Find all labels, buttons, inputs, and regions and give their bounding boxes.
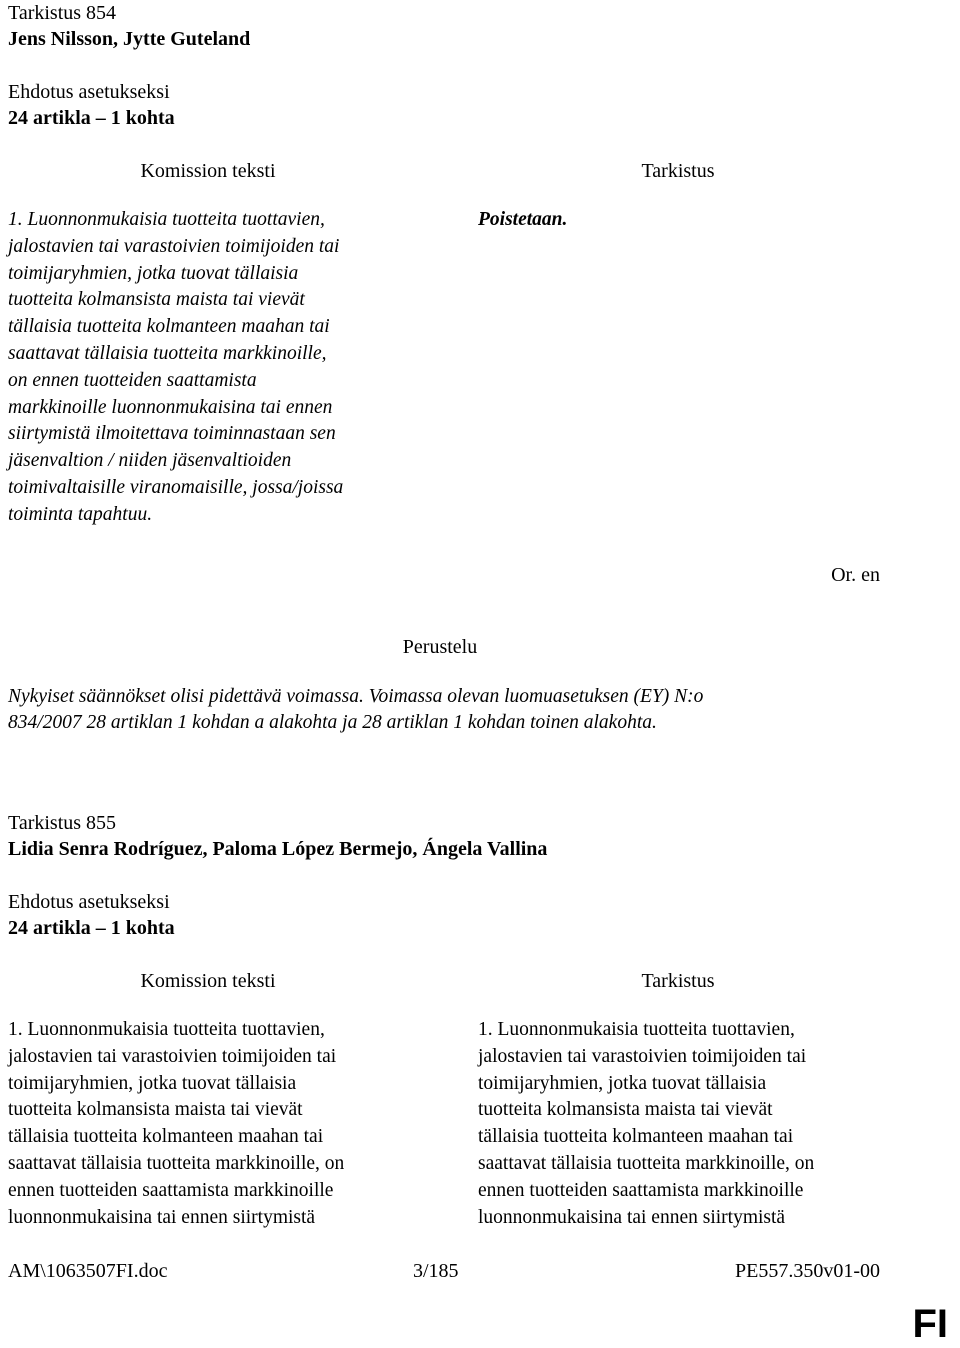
justification-sentence-2: Voimassa olevan luomuasetuksen (EY) N:o — [363, 686, 704, 707]
text-line: tällaisia tuotteita kolmanteen maahan tai — [8, 316, 330, 338]
amendment-authors: Jens Nilsson, Jytte Guteland — [8, 28, 251, 50]
text-line: tuotteita kolmansista maista tai vievät — [8, 289, 305, 311]
commission-text-column — [8, 1017, 344, 1231]
text-line: saattavat tällaisia tuotteita markkinoille, on — [478, 1152, 815, 1174]
amendment-number: Tarkistus 854 — [8, 2, 117, 24]
proposal-title: Ehdotus asetukseksi — [8, 891, 170, 913]
footer-document-name: AM\1063507FI.doc — [8, 1260, 168, 1282]
article-reference: 24 artikla – 1 kohta — [8, 107, 175, 129]
text-line: toimijaryhmien, jotka tuovat tällaisia — [478, 1072, 767, 1094]
text-line: tällaisia tuotteita kolmanteen maahan tai — [8, 1126, 324, 1148]
text-line: jäsenvaltion / niiden jäsenvaltioiden — [8, 450, 292, 472]
text-line: 1. Luonnonmukaisia tuotteita tuottavien, — [8, 209, 325, 230]
justification-sentence-1: Nykyiset säännökset olisi pidettävä voimassa. — [8, 686, 364, 707]
amendment-text-deleted: Poistetaan. — [478, 209, 568, 230]
original-language: Or. en — [831, 564, 880, 586]
justification-line-1 — [8, 684, 703, 711]
text-line: on ennen tuotteiden saattamista — [8, 369, 257, 391]
text-line: markkinoille luonnonmukaisina tai ennen — [8, 396, 333, 418]
column-header-amendment: Tarkistus — [641, 160, 715, 182]
footer-reference: PE557.350v01-00 — [735, 1260, 880, 1282]
column-header-commission-text: Komission teksti — [140, 970, 276, 992]
text-line: saattavat tällaisia tuotteita markkinoille, on — [8, 1152, 345, 1174]
text-line: jalostavien tai varastoivien toimijoiden tai — [478, 1045, 807, 1067]
text-line: siirtymistä ilmoitettava toiminnastaan sen — [8, 423, 336, 445]
text-line: toimivaltaisille viranomaisille, jossa/joissa — [8, 476, 344, 498]
amendment-authors: Lidia Senra Rodríguez, Paloma López Bermejo, Ángela Vallina — [8, 838, 548, 860]
amendment-text-column — [478, 1017, 814, 1231]
text-line: ennen tuotteiden saattamista markkinoille — [8, 1179, 334, 1201]
text-line: tuotteita kolmansista maista tai vievät — [478, 1099, 773, 1121]
proposal-title: Ehdotus asetukseksi — [8, 81, 170, 103]
column-header-commission-text: Komission teksti — [140, 160, 276, 182]
amendment-number: Tarkistus 855 — [8, 812, 117, 834]
text-line: 1. Luonnonmukaisia tuotteita tuottavien, — [8, 1019, 325, 1040]
text-line: ennen tuotteiden saattamista markkinoille — [478, 1179, 804, 1201]
commission-text-column — [8, 207, 343, 529]
text-line: tällaisia tuotteita kolmanteen maahan tai — [478, 1126, 794, 1148]
text-line: saattavat tällaisia tuotteita markkinoille, — [8, 342, 327, 364]
text-line: luonnonmukaisina tai ennen siirtymistä — [8, 1206, 316, 1228]
text-line: 1. Luonnonmukaisia tuotteita tuottavien, — [478, 1019, 795, 1040]
justification-header: Perustelu — [402, 636, 478, 658]
justification-line-2: 834/2007 28 artiklan 1 kohdan a alakohta ja 28 artiklan 1 kohdan toinen alakohta. — [8, 712, 657, 733]
text-line: toiminta tapahtuu. — [8, 503, 153, 525]
column-header-amendment: Tarkistus — [641, 970, 715, 992]
footer-page-number: 3/185 — [413, 1260, 459, 1282]
text-line: toimijaryhmien, jotka tuovat tällaisia — [8, 262, 299, 284]
text-line: toimijaryhmien, jotka tuovat tällaisia — [8, 1072, 297, 1094]
article-reference: 24 artikla – 1 kohta — [8, 917, 175, 939]
text-line: jalostavien tai varastoivien toimijoiden tai — [8, 1045, 337, 1067]
text-line: jalostavien tai varastoivien toimijoiden tai — [8, 235, 340, 257]
footer-language-code: FI — [912, 1302, 948, 1346]
text-line: luonnonmukaisina tai ennen siirtymistä — [478, 1206, 786, 1228]
text-line: tuotteita kolmansista maista tai vievät — [8, 1099, 303, 1121]
